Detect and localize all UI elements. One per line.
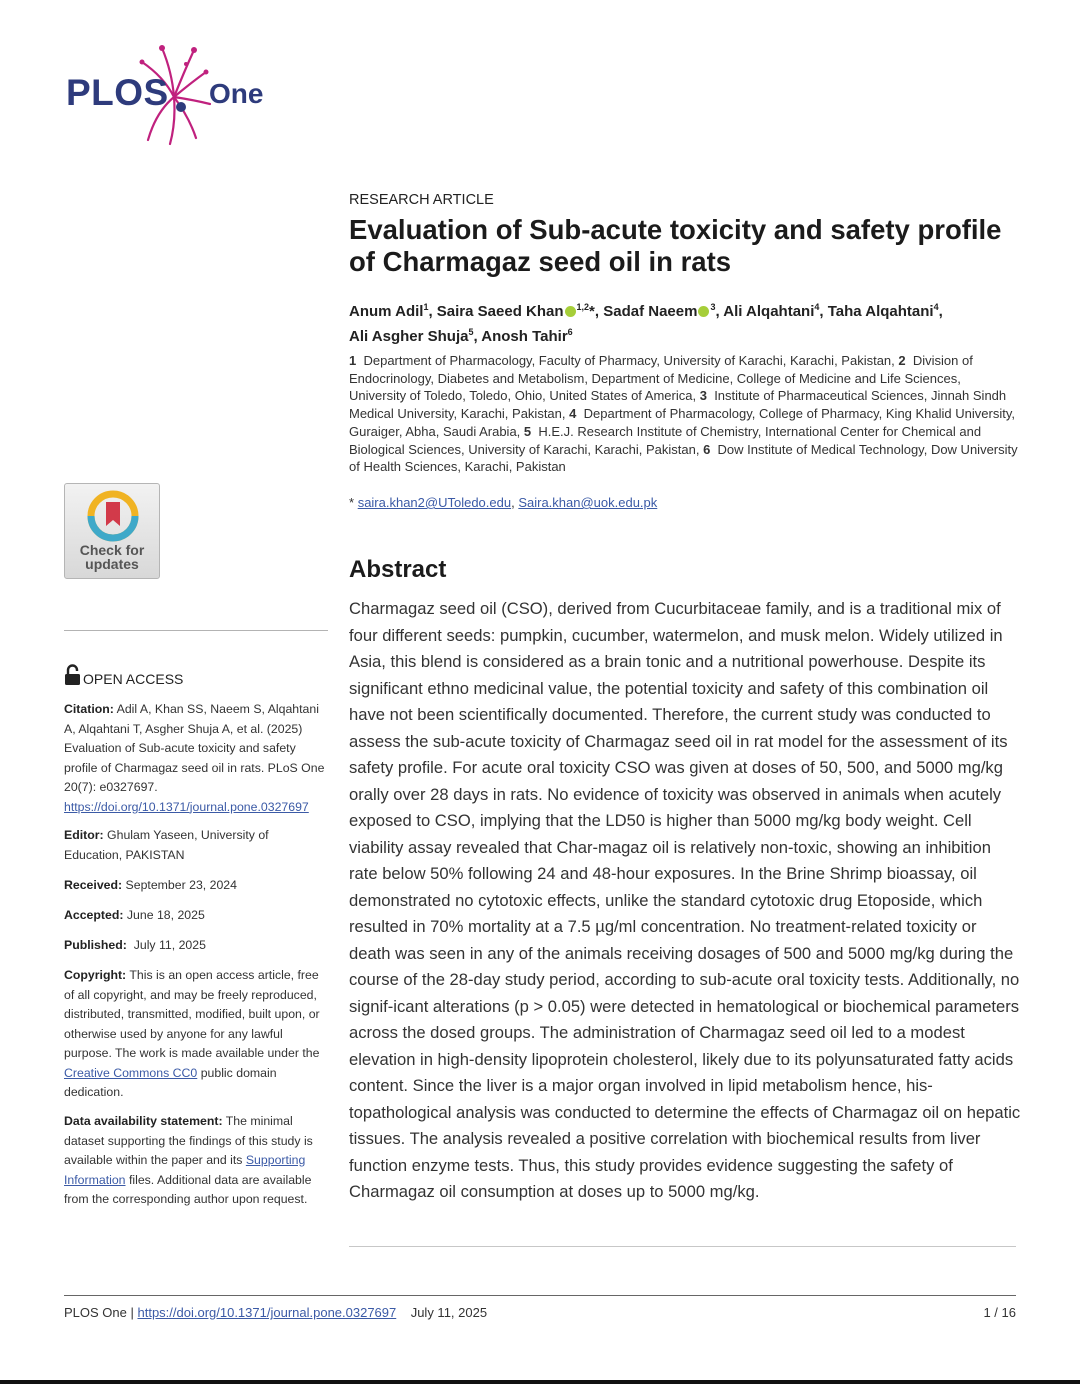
correspondence-emails: * saira.khan2@UToledo.edu, Saira.khan@uok.edu.pk bbox=[349, 495, 658, 510]
footer-date: July 11, 2025 bbox=[410, 1305, 488, 1320]
affiliations: 1 Department of Pharmacology, Faculty of Pharmacy, University of Karachi, Karachi, Pakistan, 2 Division of Endocrinology, Diabetes and Metabolism, Department of Medicine, College of Medicine and Life Sciences, University of Toledo, Toledo, Ohio, United States of America, 3 Institute of Pharmaceutical Sciences, Jinnah Sindh Medical University, Karachi, Pakistan, 4 Department of Pharmacology, College of Pharmacy, King Khalid University, Guraiger, Abha, Saudi Arabia, 5 H.E.J. Research Institute of Chemistry, International Center for Chemical and Biological Sciences, University of Karachi, Karachi, Pakistan, 6 Dow Institute of Medical Technology, Dow University of Health Sciences, Karachi, Pakistan bbox=[349, 353, 1018, 475]
check-for-updates-label: Check for updates bbox=[79, 542, 145, 572]
author[interactable]: Ali Asgher Shuja$^5$ bbox=[349, 327, 474, 345]
citation-block: Citation: Adil A, Khan SS, Naeem S, Alqahtani A, Alqahtani T, Asgher Shuja A, et al. (2025) Evaluation of Sub-acute toxicity and safety profile of Charmagaz seed oil in rats. PLoS One 20(7): e0327697. https://doi.org/10.1371/journal.pone.0327697 bbox=[64, 702, 325, 814]
author[interactable]: Taha Alqahtani$^4$ bbox=[827, 302, 939, 320]
author-list: Anum Adil$^1$, Saira Saeed Khan $^{1,2}$*, Sadaf Naeem $^3$, Ali Alqahtani$^4$, Taha Alqahtani$^4$, Ali Asgher Shuja$^5$, Anosh Tahir$^6$ bbox=[349, 302, 943, 345]
abstract-text: Charmagaz seed oil (CSO), derived from Cucurbitaceae family, and is a traditional mix of four different seeds: pumpkin, cucumber, watermelon, and musk melon. Widely utilized in Asia, this blend is considered as a brain tonic and a nutritional powerhouse. Despite its significant ethno medicinal value, the potential toxicity and safety of this combination oil have not been scientifically documented. Therefore, the current study was conducted to assess the sub-acute toxicity of Charmagaz seed oil in rat model for the assessment of its safety profile. For acute oral toxicity CSO was given at doses of 50, 500, and 5000 mg/kg orally over 28 days in rats. No evidence of toxicity was observed in animals when acutely exposed to CSO, implying that the LD50 is higher than 5000 mg/kg body weight. Cell viability assay revealed that Char-magaz oil is relatively non-toxic, showing an inhibition rate below 50% following 24 and 48-hour exposures. In the Brine Shrimp bioassay, oil demonstrated no cytotoxic effects, unlike the standard cytotoxic drug Etoposide, which resulted in 70% mortality at a 7.5 µg/ml concentration. No treatment-related toxicity or death was seen in any of the animals receiving dosages of 500 and 5000 mg/kg during the course of the 28-day study period, according to sub-acute oral toxicity tests. Additionally, no signif-icant alterations (p > 0.05) were detected in hematological or biochemical parameters across the dosed groups. The administration of Charmagaz seed oil led to a modest elevation in high-density lipoprotein cholesterol, likely due to its polyunsaturated fatty acids content. Since the liver is a major organ involved in lipid metabolism hence, his-topathological analysis was conducted to determine the effects of Charmagaz oil on hepatic tissues. The analysis revealed a positive correlation with biochemical results from liver function enzyme tests. Thus, this study provides evidence suggesting the safety of Charmagaz oil consumption at doses up to 5000 mg/kg. bbox=[349, 599, 1021, 1201]
supporting-information-link[interactable]: Supporting Information bbox=[64, 1153, 306, 1187]
abstract-divider bbox=[349, 1246, 1016, 1247]
abstract-heading: Abstract bbox=[349, 556, 447, 583]
received-date: Received: September 23, 2024 bbox=[64, 878, 237, 892]
article-title: Evaluation of Sub-acute toxicity and safety profile of Charmagaz seed oil in rats bbox=[349, 214, 1002, 277]
plos-one-logo[interactable] bbox=[62, 42, 282, 147]
check-for-updates-badge[interactable] bbox=[64, 483, 160, 579]
email-link-uok[interactable]: Saira.khan@uok.edu.pk bbox=[518, 495, 658, 510]
logo-plos-text: PLOS bbox=[66, 72, 169, 113]
article-type: RESEARCH ARTICLE bbox=[349, 192, 494, 208]
viewer-bottom-edge bbox=[0, 1380, 1080, 1384]
creative-commons-link[interactable]: Creative Commons CC0 bbox=[64, 1065, 198, 1080]
orcid-icon[interactable] bbox=[565, 306, 576, 317]
sidebar-divider bbox=[64, 630, 328, 631]
copyright-block: Copyright: This is an open access article, free of all copyright, and may be freely reproduced, distributed, transmitted, modified, built upon, or otherwise used by anyone for any lawful purpose. The work is made available under the Creative Commons CC0 public domain dedication. bbox=[64, 968, 320, 1099]
footer-divider bbox=[64, 1295, 1016, 1296]
logo-one-text: One bbox=[209, 78, 264, 109]
open-lock-icon bbox=[64, 664, 81, 686]
accepted-date: Accepted: June 18, 2025 bbox=[64, 908, 205, 922]
crossmark-icon bbox=[87, 490, 139, 542]
author[interactable]: Saira Saeed Khan $^{1,2}$* bbox=[436, 302, 595, 320]
author[interactable]: Sadaf Naeem $^3$ bbox=[603, 302, 716, 320]
author[interactable]: Ali Alqahtani$^4$ bbox=[723, 302, 820, 320]
footer-doi-link[interactable]: https://doi.org/10.1371/journal.pone.0327697 bbox=[137, 1305, 397, 1320]
published-date: Published: July 11, 2025 bbox=[64, 938, 206, 952]
citation-doi-link[interactable]: https://doi.org/10.1371/journal.pone.0327697 bbox=[64, 799, 309, 814]
orcid-icon[interactable] bbox=[698, 306, 709, 317]
author[interactable]: Anum Adil$^1$ bbox=[349, 302, 429, 320]
data-availability-block: Data availability statement: The minimal dataset supporting the findings of this study is available within the paper and its Supporting Information files. Additional data are available from the corresponding author upon request. bbox=[64, 1114, 313, 1206]
author[interactable]: Anosh Tahir$^6$ bbox=[481, 327, 573, 345]
email-link-toledo[interactable]: saira.khan2@UToledo.edu bbox=[357, 495, 512, 510]
editor-block: Editor: Ghulam Yaseen, University of Education, PAKISTAN bbox=[64, 828, 269, 862]
page-footer: PLOS One | https://doi.org/10.1371/journal.pone.0327697 July 11, 2025 bbox=[64, 1305, 488, 1320]
page-number: 1 / 16 bbox=[983, 1305, 1016, 1320]
